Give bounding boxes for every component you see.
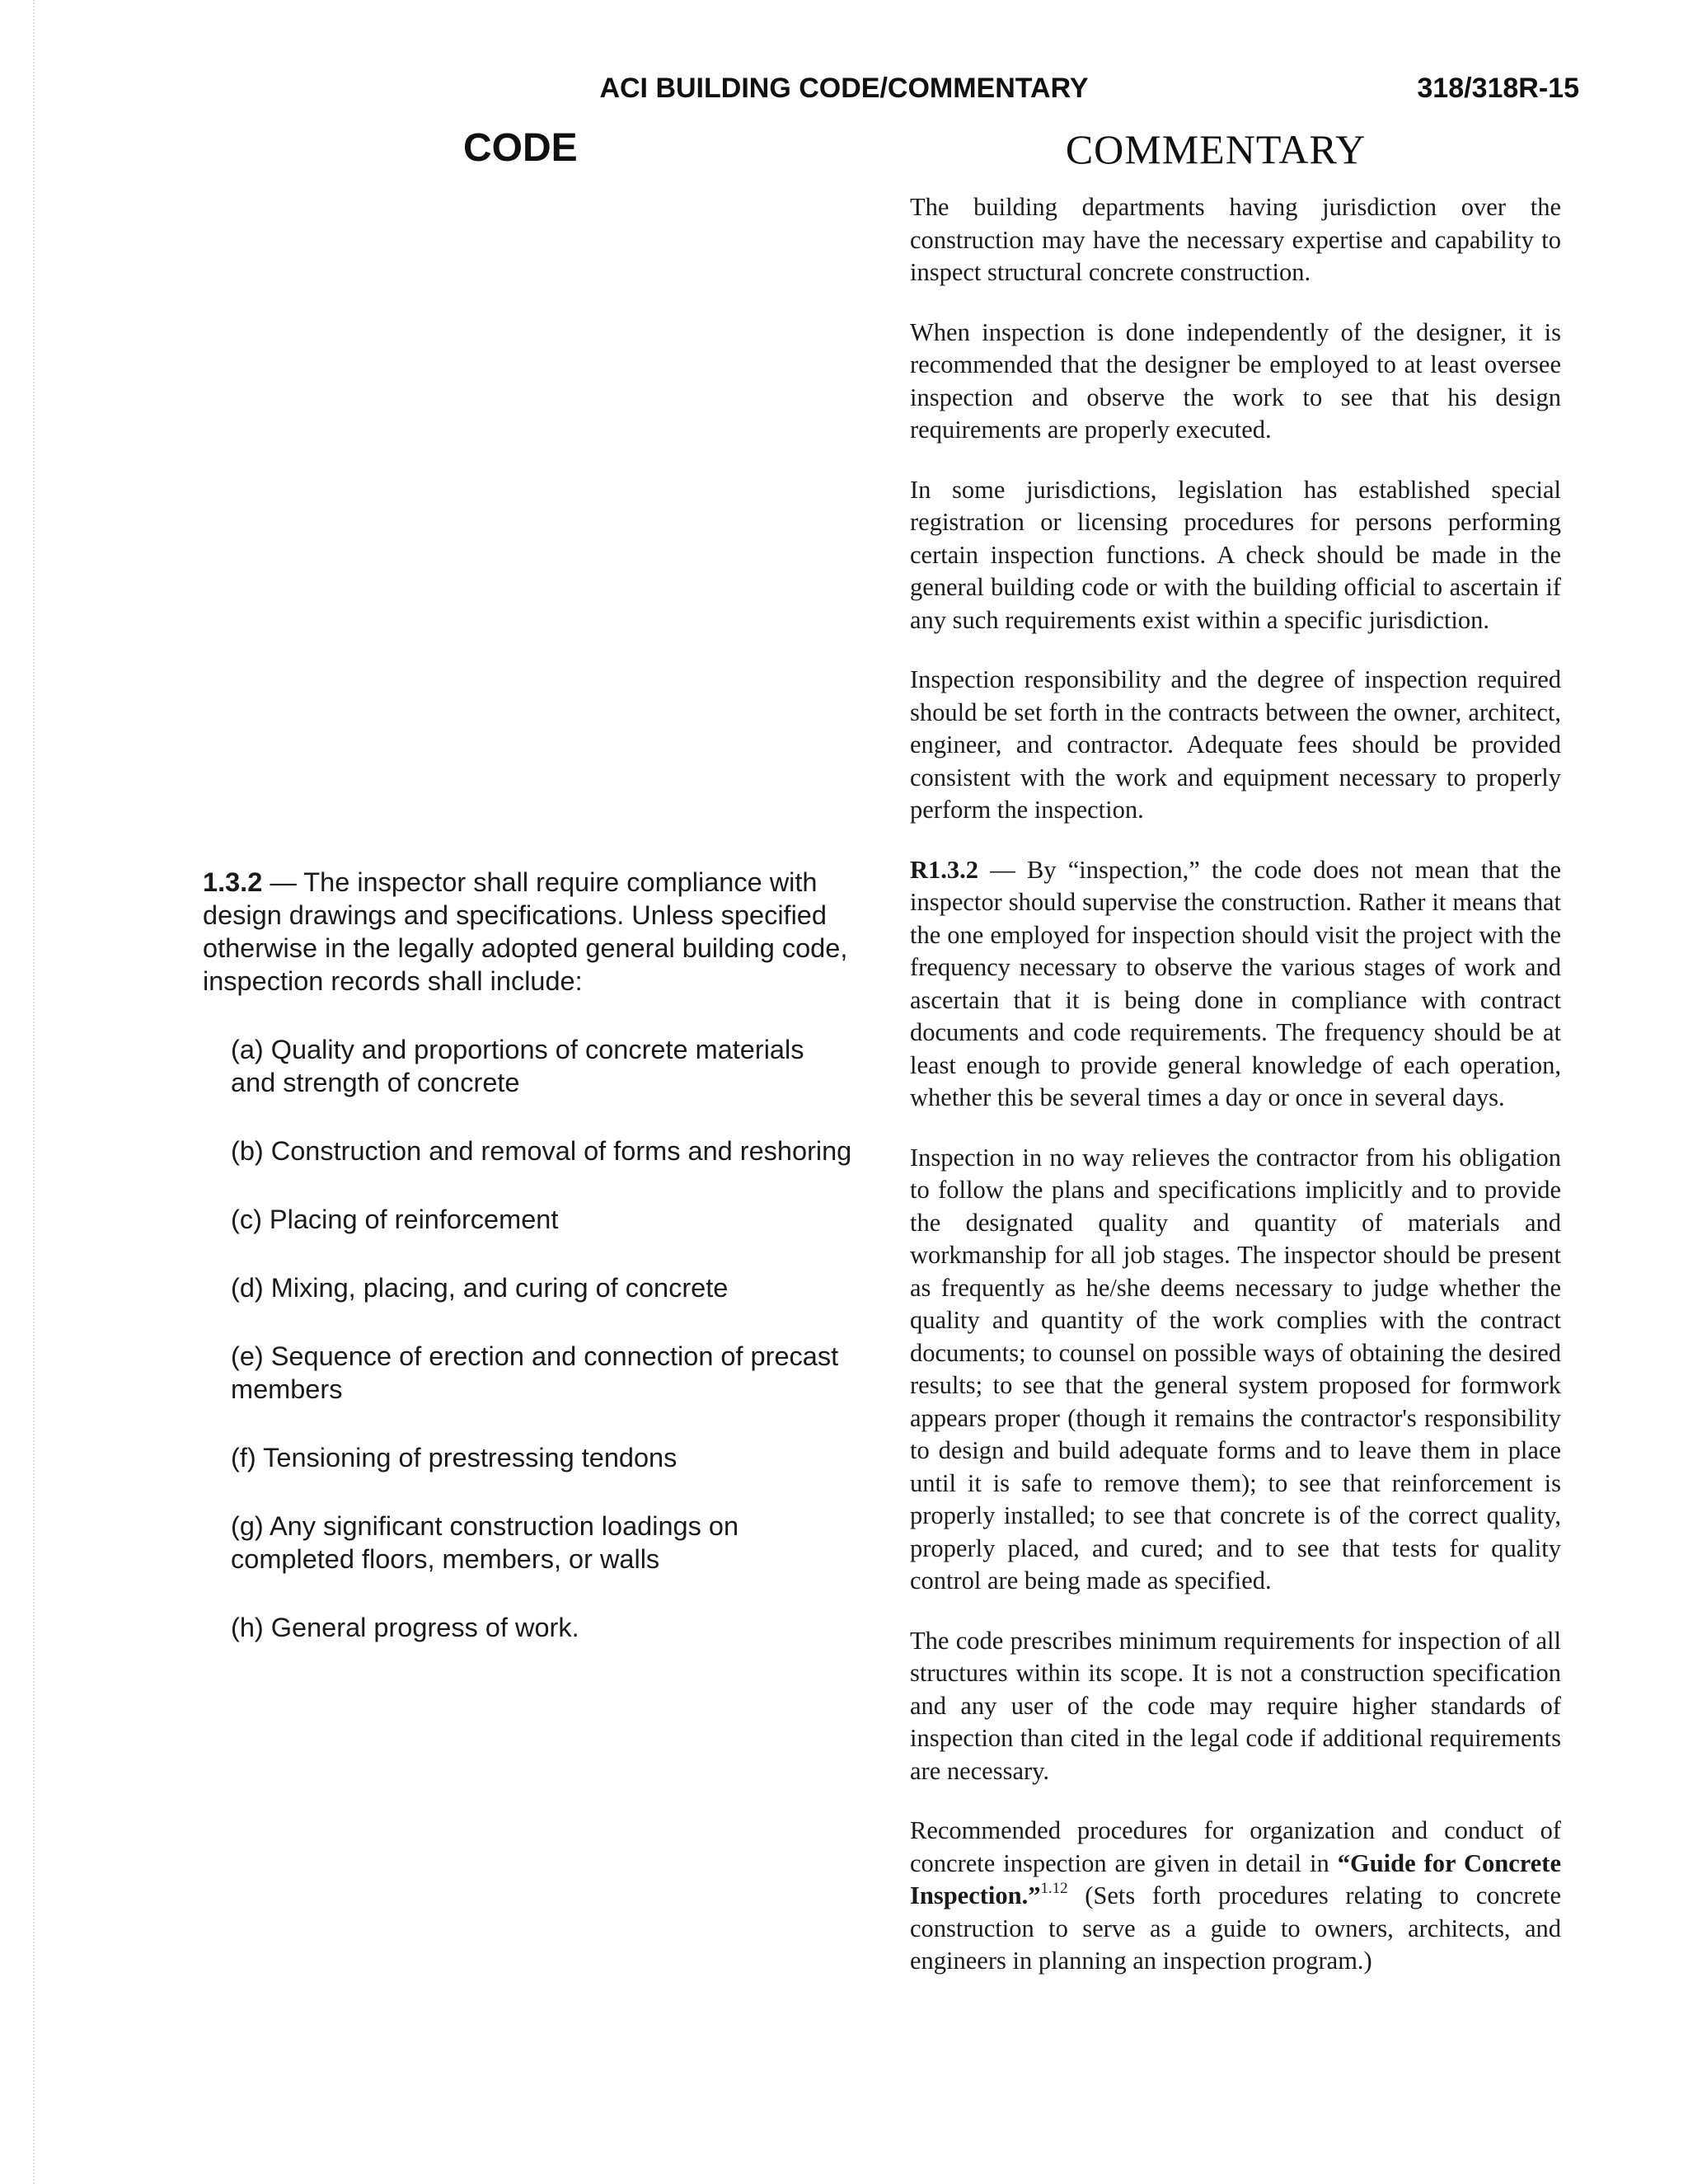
code-list-item-b: (b) Construction and removal of forms and reshoring xyxy=(231,1136,852,1166)
commentary-section-r1-3-2 xyxy=(910,854,1561,1115)
code-list-item-e: (e) Sequence of erection and connection of precast members xyxy=(231,1341,839,1404)
running-header-title: ACI BUILDING CODE/COMMENTARY xyxy=(599,73,1089,104)
code-list-item-d: (d) Mixing, placing, and curing of concrete xyxy=(231,1273,729,1303)
commentary-section-text: By “inspection,” the code does not mean that the inspector should supervise the construction. Rather it means that the one employed for inspection should visit the project with the frequency necessary to observe the various stages of work and ascertain that it is being done in compliance with contract documents and code requirements. The frequency should be at least enough to provide general knowledge of each operation, whether this be several times a day or once in several days. xyxy=(910,855,1562,1111)
code-list-item-f: (f) Tensioning of prestressing tendons xyxy=(231,1443,678,1472)
commentary-paragraph: The building departments having jurisdiction over the construction may have the necessary expertise and capability to inspect structural concrete construction. xyxy=(910,193,1561,286)
commentary-paragraph-guide xyxy=(910,1815,1561,1978)
code-section-1-3-2 xyxy=(203,866,856,998)
running-header-page-number: 318/318R-15 xyxy=(1417,73,1579,104)
commentary-section-label: R1.3.2 xyxy=(910,855,979,884)
code-section-text: The inspector shall require compliance with design drawings and specifications. Unless specified otherwise in the legally adopted general building code, inspection records shall include: xyxy=(203,867,848,996)
reference-superscript: 1.12 xyxy=(1040,1879,1068,1897)
code-list-item-a: (a) Quality and proportions of concrete materials and strength of concrete xyxy=(231,1035,804,1097)
code-list-item-h: (h) General progress of work. xyxy=(231,1613,579,1642)
commentary-paragraph: Inspection in no way relieves the contractor from his obligation to follow the plans and specifications implicitly and to provide the designated quality and quantity of materials and workmanship for all job stages. The inspector should be present as frequently as he/she deems necessary to judge whether the quality and quantity of the work complies with the contract documents; to counsel on possible ways of obtaining the desired results; to see that the general system proposed for formwork appears proper (though it remains the contractor's responsibility to design and build adequate forms and to leave them in place until it is safe to remove them); to see that reinforcement is properly installed; to see that concrete is of the correct quality, properly placed, and cured; and to see that tests for quality control are being made as specified. xyxy=(910,1143,1561,1595)
code-column-heading: CODE xyxy=(463,126,578,170)
commentary-column xyxy=(910,191,1561,2005)
code-list-item-g: (g) Any significant construction loadings on completed floors, members, or walls xyxy=(231,1511,739,1574)
commentary-paragraph: In some jurisdictions, legislation has established special registration or licensing procedures for persons performing certain inspection functions. A check should be made in the general building code or with the building official to ascertain if any such requirements exist within a specific jurisdiction. xyxy=(910,475,1561,634)
code-column xyxy=(203,866,856,1679)
commentary-column-heading: COMMENTARY xyxy=(1065,126,1367,172)
code-section-dash: — xyxy=(262,867,304,897)
code-section-number: 1.3.2 xyxy=(203,867,263,897)
code-list-item-c: (c) Placing of reinforcement xyxy=(231,1205,559,1234)
commentary-paragraph: When inspection is done independently of the designer, it is recommended that the designer be employed to at least oversee inspection and observe the work to see that his design requirements are properly executed. xyxy=(910,317,1561,444)
guide-intro-text: Recommended procedures for organization and conduct of concrete inspection are given in detail in xyxy=(910,1816,1561,1877)
guide-rest-text: (Sets forth procedures relating to concrete construction to serve as a guide to owners, architects, and engineers in planning an inspection program.) xyxy=(910,1881,1561,1975)
commentary-section-dash: — xyxy=(978,855,1027,884)
scan-margin-line xyxy=(33,0,35,2184)
guide-title: “Guide for Concrete Inspection.” xyxy=(910,1848,1561,1909)
commentary-paragraph: Inspection responsibility and the degree of inspection required should be set forth in the contracts between the owner, architect, engineer, and contractor. Adequate fees should be provided consistent with the work and equipment necessary to properly perform the inspection. xyxy=(910,665,1561,824)
commentary-paragraph: The code prescribes minimum requirements for inspection of all structures within its scope. It is not a construction specification and any user of the code may require higher standards of inspection than cited in the legal code if additional requirements are necessary. xyxy=(910,1626,1561,1785)
